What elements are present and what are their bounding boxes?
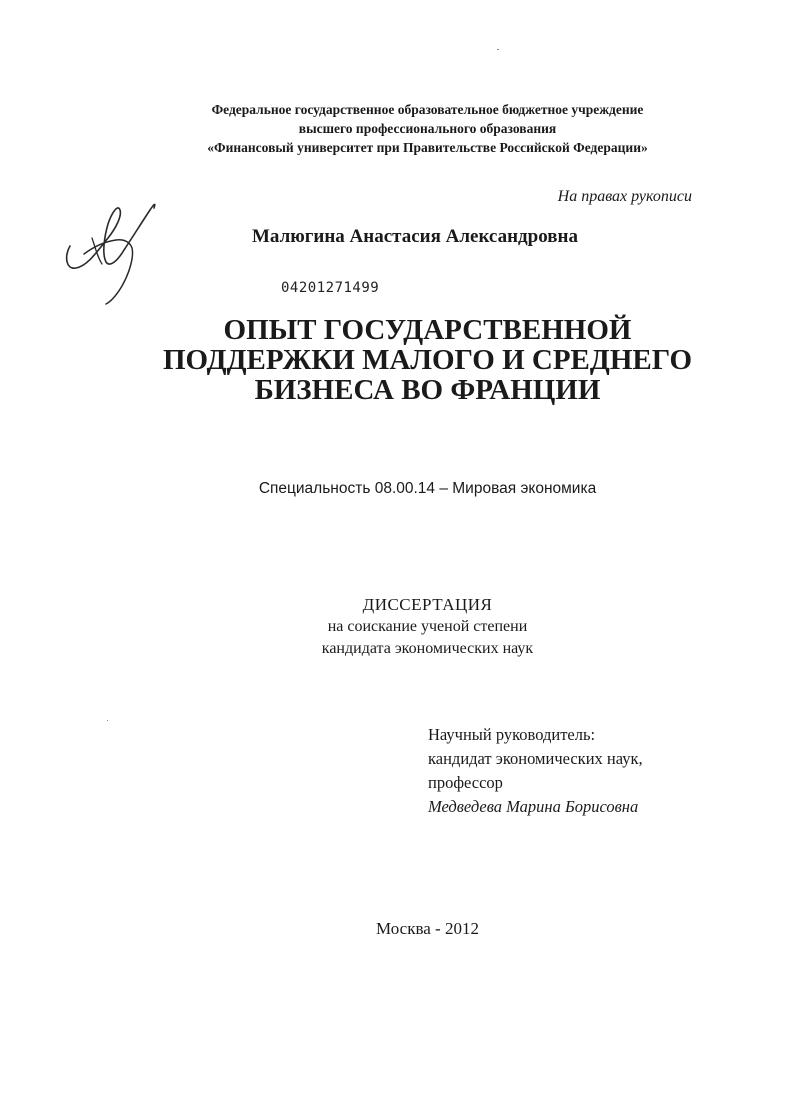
- institution-line: Федеральное государственное образовательное бюджетное учреждение: [211, 102, 644, 117]
- author-name: Малюгина Анастасия Александровна: [252, 226, 578, 247]
- manuscript-rights: На правах рукописи: [557, 188, 692, 205]
- degree-line: кандидата экономических наук: [321, 640, 534, 657]
- institution-header: [30, 100, 795, 157]
- degree-line: на соискание ученой степени: [327, 618, 528, 635]
- dissertation-title: [30, 315, 795, 405]
- supervisor-rank: профессор: [428, 773, 503, 792]
- scan-speck: [107, 720, 108, 721]
- supervisor-block: [428, 723, 643, 819]
- title-line: ПОДДЕРЖКИ МАЛОГО И СРЕДНЕГО: [162, 344, 693, 376]
- supervisor-name: Медведева Марина Борисовна: [428, 797, 639, 816]
- specialty: Специальность 08.00.14 – Мировая экономика: [258, 480, 597, 497]
- registration-number: 04201271499: [281, 280, 380, 296]
- handwritten-signature: [62, 198, 162, 308]
- institution-line: «Финансовый университет при Правительстве Российской Федерации»: [207, 140, 648, 155]
- dissertation-block: [30, 594, 795, 660]
- institution-line: высшего профессионального образования: [298, 121, 557, 136]
- title-line: БИЗНЕСА ВО ФРАНЦИИ: [254, 374, 601, 406]
- city-year: Москва - 2012: [376, 919, 479, 938]
- supervisor-degree: кандидат экономических наук,: [428, 749, 643, 768]
- scan-speck: [497, 49, 499, 50]
- supervisor-label: Научный руководитель:: [428, 725, 596, 744]
- dissertation-label: ДИССЕРТАЦИЯ: [362, 595, 493, 614]
- title-line: ОПЫТ ГОСУДАРСТВЕННОЙ: [223, 314, 632, 346]
